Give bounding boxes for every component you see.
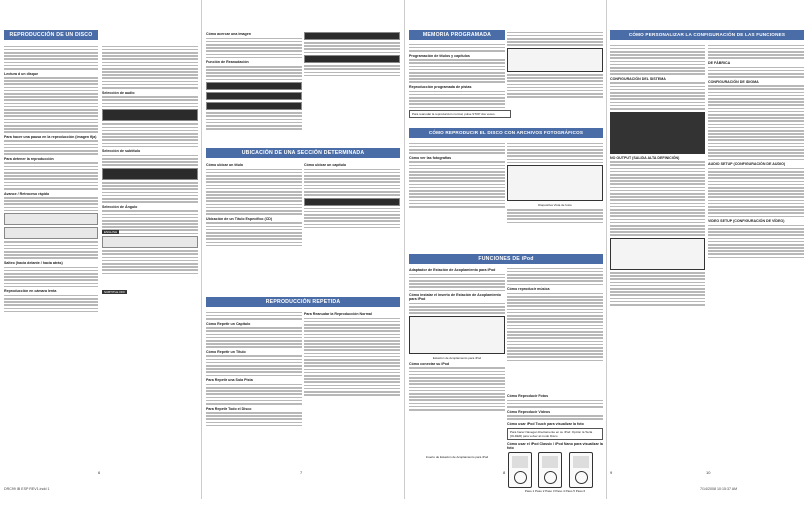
heading-ipod-touch: Cómo usar iPod Touch para visualizar la foto bbox=[507, 421, 584, 426]
ab-repeat-text bbox=[304, 318, 400, 396]
display-bar-2 bbox=[206, 92, 302, 100]
chapter-search-text bbox=[304, 169, 400, 196]
heading-ab-repeat: Para Reanudar la Reproducción Normal bbox=[304, 312, 372, 316]
heading-slow-motion: Reproducción en cámara lenta bbox=[4, 289, 57, 294]
column-3c bbox=[206, 310, 302, 480]
ipod-step-1-figure bbox=[508, 452, 532, 488]
heading-angle: Selección de Ángulo bbox=[102, 204, 138, 209]
heading-repeat-track: Para Repetir una Sola Pista bbox=[206, 378, 253, 383]
subtitle-screen bbox=[102, 168, 198, 180]
hdmi-text bbox=[610, 161, 705, 236]
config-col2-top bbox=[708, 45, 804, 59]
step-4-label: Paso 4 bbox=[555, 488, 565, 493]
program-cd-text bbox=[409, 91, 505, 112]
display-text bbox=[206, 112, 302, 130]
repeat-title-text bbox=[206, 355, 302, 376]
audio-setup-text bbox=[708, 168, 804, 217]
audio-text bbox=[102, 96, 198, 107]
column-3b bbox=[206, 161, 302, 241]
repeat-chapter-text bbox=[206, 327, 302, 348]
heading-title-search: Cómo ubicar un título bbox=[206, 163, 244, 167]
heading-install-adapter: Cómo instalar el inserto de Estación de Acoplamiento para iPod bbox=[409, 293, 501, 302]
page-divider bbox=[404, 0, 405, 499]
heading-program-cd: Reproducción programada de pistas bbox=[409, 85, 472, 90]
page-number-7: 7 bbox=[300, 470, 303, 475]
column-5b bbox=[409, 141, 505, 251]
resume-text bbox=[206, 66, 302, 80]
heading-audio-select: Selección de audio bbox=[102, 90, 135, 95]
page-number-8: 8 bbox=[503, 470, 506, 475]
lang-english-label: ENGLISH bbox=[104, 230, 118, 234]
heading-program-photo: Programación de títulos y capítulos bbox=[409, 53, 470, 58]
column-5c bbox=[409, 266, 505, 481]
connect-text bbox=[409, 367, 505, 410]
subtitle-off-label: SUBTITLE OFF bbox=[104, 290, 126, 294]
heading-read-disc: Lectura d un disque bbox=[4, 71, 39, 76]
remaining-text bbox=[304, 65, 400, 76]
step-6-label: Paso 6 bbox=[575, 488, 586, 493]
view-photo-text bbox=[409, 161, 505, 207]
page-number-9: 9 bbox=[610, 470, 613, 475]
heading-repeat-title: Cómo Repetir un Título bbox=[206, 349, 246, 354]
heading-video-setup: VIDEO SETUP (CONFIGURACIÓN DE VÍDEO) bbox=[708, 219, 785, 224]
page-header-repeat: REPRODUCCIÓN REPETIDA bbox=[206, 297, 400, 307]
step-2-label: Paso 2 bbox=[535, 488, 545, 493]
config-intro bbox=[610, 45, 705, 75]
pause-text bbox=[4, 140, 98, 154]
insert-caption: Inserto de Estación de Acoplamiento para iPod bbox=[425, 455, 489, 459]
page-header-photo-disc: CÓMO REPRODUCIR EL DISCO CON ARCHIVOS FOTOGRÁFICOS bbox=[409, 128, 603, 138]
heading-chapter-search: Ubicación de un Título Específico (CD) bbox=[206, 216, 273, 221]
dock-insert-figure bbox=[409, 316, 505, 354]
program-photo-text bbox=[409, 59, 505, 83]
col2-top-text bbox=[102, 46, 198, 70]
config-misc bbox=[610, 272, 705, 305]
install-text bbox=[409, 303, 505, 314]
dock-caption: Estación de Acoplamiento para iPod bbox=[432, 355, 482, 360]
heading-subtitle: Selección de subtítulo bbox=[102, 149, 141, 154]
display-bar-4 bbox=[304, 32, 400, 40]
repeat-all-text bbox=[206, 412, 302, 426]
page-number-6: 6 bbox=[98, 470, 101, 475]
heading-resume: Función de Reanudación bbox=[206, 60, 249, 65]
memory-intro bbox=[409, 44, 505, 52]
display-bar-3 bbox=[206, 102, 302, 110]
ipod-adapter-text bbox=[409, 274, 505, 292]
heading-ipod-video: Cómo Reproducir Vídeos bbox=[507, 409, 551, 414]
heading-zoom: Cómo acercar una imagen bbox=[206, 32, 251, 36]
search-notes bbox=[304, 208, 400, 229]
ff-text bbox=[4, 197, 98, 211]
heading-language: CONFIGURACIÓN DE IDIOMA bbox=[708, 79, 759, 84]
heading-stop: Para detener la reproducción bbox=[4, 156, 54, 161]
lang-options bbox=[708, 117, 804, 160]
heading-chapter-search-2: Cómo ubicar un capítulo bbox=[304, 163, 347, 167]
ipod-media-section bbox=[507, 392, 603, 493]
page-divider bbox=[606, 0, 607, 499]
repeat-intro bbox=[206, 312, 302, 320]
page-header-ipod: FUNCIONES DE iPod bbox=[409, 254, 603, 264]
col2-resume-text bbox=[102, 71, 198, 89]
rew-speed-diagram bbox=[4, 227, 98, 239]
heading-connect-ipod: Cómo conectar su iPod bbox=[409, 361, 450, 366]
skip-text bbox=[4, 267, 98, 288]
footer-left: DRC99 IB ESP REV1.indd 1 bbox=[4, 487, 50, 491]
subtitle-text bbox=[102, 155, 198, 166]
page-header-config: CÓMO PERSONALIZAR LA CONFIGURACIÓN DE LAS FUNCIONES bbox=[610, 30, 804, 40]
display-bar-5 bbox=[304, 55, 400, 63]
column-config-1 bbox=[610, 43, 705, 513]
ff-notes bbox=[4, 241, 98, 259]
step-5-label: Paso 5 bbox=[565, 488, 575, 493]
video-setup-text bbox=[708, 225, 804, 258]
photo-figure-caption: Diapositiva Vista de fotos bbox=[538, 203, 572, 208]
stop-text bbox=[4, 162, 98, 189]
repeat-track-text bbox=[206, 384, 302, 405]
step-1-label: Paso 1 bbox=[524, 488, 535, 493]
ipod-step-2-figure bbox=[538, 452, 562, 488]
elapsed-text bbox=[304, 42, 400, 53]
photo-intro bbox=[409, 143, 505, 154]
page-number-10: 10 bbox=[706, 470, 711, 475]
system-setup-text bbox=[610, 82, 705, 109]
page-header-disc-playback: REPRODUCCIÓN DE UN DISCO bbox=[4, 30, 98, 40]
slow-text bbox=[4, 295, 98, 313]
memory-note: Para reanudar la reproducción normal, pulse STOP dos veces. bbox=[409, 110, 511, 118]
column-4b bbox=[304, 161, 400, 241]
angle-notes bbox=[102, 250, 198, 274]
tv-aspect-figure bbox=[610, 238, 705, 270]
heading-view-photo: Cómo ver las fotografías bbox=[409, 155, 452, 160]
column-2 bbox=[102, 44, 198, 514]
ipod-step-3-figure bbox=[569, 452, 593, 488]
heading-audio-setup: AUDIO SETUP (CONFIGURACIÓN DE AUDIO) bbox=[708, 162, 786, 167]
ipod-step-figures bbox=[507, 451, 603, 489]
footer-right: 7/14/2008 10:15:37 AM bbox=[700, 487, 738, 491]
heading-skip: Salteo (hacia delante / hacia atrás) bbox=[4, 260, 63, 265]
heading-ipod-music: Cómo reproducir música bbox=[507, 287, 550, 292]
heading-factory: DE FÁBRICA bbox=[708, 60, 731, 65]
heading-repeat-chapter: Cómo Repetir un Capítulo bbox=[206, 321, 251, 326]
factory-text bbox=[708, 67, 804, 78]
heading-ipod-photo: Cómo Reproducir Fotos bbox=[507, 394, 549, 398]
ff-speed-diagram bbox=[4, 213, 98, 225]
angle-diagram bbox=[102, 236, 198, 248]
subtitle-notes bbox=[102, 182, 198, 203]
audio-screen bbox=[102, 109, 198, 121]
page-header-memory: MEMORIA PROGRAMADA bbox=[409, 30, 505, 40]
column-4c bbox=[304, 310, 400, 480]
heading-ipod-nano: Cómo usar el iPod Classic / iPod Nano para visualizar la foto bbox=[507, 441, 603, 450]
language-text bbox=[708, 85, 804, 115]
step-3-label: Paso 3 bbox=[545, 488, 555, 493]
zoom-text bbox=[206, 38, 302, 59]
title-search-text bbox=[206, 169, 302, 215]
audio-notes bbox=[102, 123, 198, 147]
search-screen bbox=[304, 198, 400, 206]
heading-repeat-all: Para Repetir Todo el Disco bbox=[206, 406, 252, 411]
page-divider bbox=[201, 0, 202, 499]
step-labels bbox=[507, 489, 603, 493]
ipod-video-text bbox=[507, 415, 603, 420]
time-search-text bbox=[206, 222, 302, 246]
intro-text bbox=[4, 46, 98, 70]
column-5 bbox=[409, 42, 505, 132]
heading-ipod-adapter: Adaptador de Estación de Acoplamiento para iPod bbox=[409, 268, 496, 272]
ipod-photo-text bbox=[507, 400, 603, 408]
heading-pause: Para hacer una pausa en la reproducción (imagen fija) bbox=[4, 134, 97, 139]
setup-menu-figure bbox=[610, 112, 705, 154]
heading-fast-forward: Avance / Retroceso rápido bbox=[4, 191, 50, 196]
read-disc-text bbox=[4, 77, 98, 133]
column-config-2 bbox=[708, 43, 804, 513]
display-bar-1 bbox=[206, 82, 302, 90]
ipod-note-box: Para hacer Navegar directamente en su iPod: Opción la Tecla [OLDER] para volver al modo Disco bbox=[507, 428, 603, 440]
heading-hdmi-output: NO OUTPUT (SALIDA ALTA DEFINICIÓN) bbox=[610, 155, 680, 160]
heading-system-setup: CONFIGURACIÓN DEL SISTEMA bbox=[610, 76, 666, 81]
column-1 bbox=[4, 44, 101, 514]
page-header-locate-section: UBICACIÓN DE UNA SECCIÓN DETERMINADA bbox=[206, 148, 400, 158]
